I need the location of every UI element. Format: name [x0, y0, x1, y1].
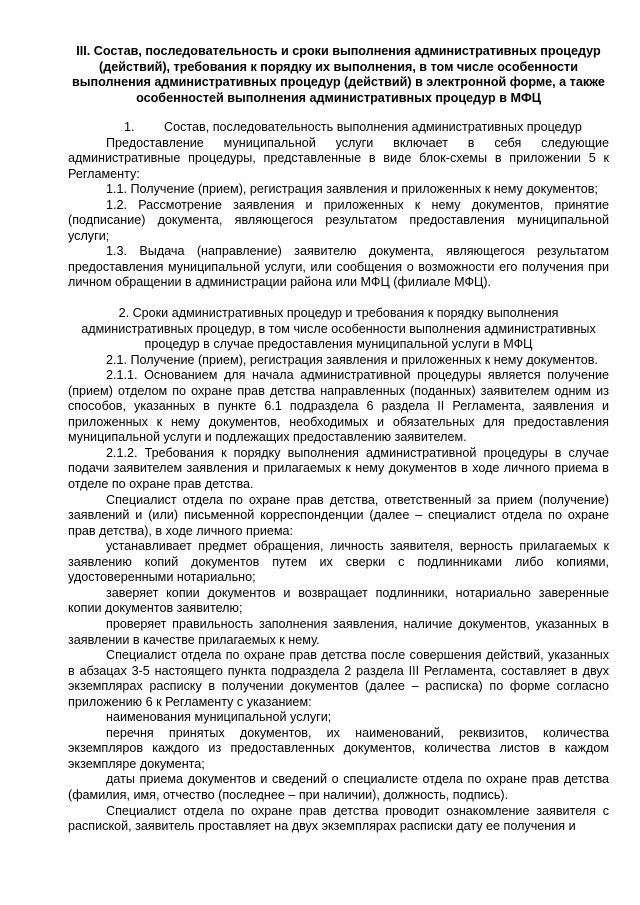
paragraph: Специалист отдела по охране прав детства проводит ознакомление заявителя с распиской, заявитель проставляет на двух экземплярах расписки дату ее получения и: [68, 803, 609, 834]
paragraph: 1.1. Получение (прием), регистрация заявления и приложенных к нему документов;: [106, 182, 598, 197]
paragraph: 2.1. Получение (прием), регистрация заявления и приложенных к нему документов.: [106, 352, 598, 367]
paragraph: 1.3. Выдача (направление) заявителю документа, являющегося результатом предоставления муниципальной услуги, или сообщения о возможности его получения при личном обращении в администрации района или МФЦ (филиале МФЦ).: [68, 244, 609, 290]
paragraph: Специалист отдела по охране прав детства, ответственный за прием (получение) заявлений и (или) письменной корреспонденции (далее – специалист отдела по охране прав детства), в ходе личного приема:: [68, 492, 609, 538]
subsection-2-heading: 2. Сроки административных процедур и требования к порядку выполнения административных процедур, в том числе особенности выполнения административных процедур в случае предоставления муниципальной услуги в МФЦ: [81, 306, 596, 352]
paragraph: наименования муниципальной услуги;: [106, 710, 332, 725]
subsection-1-heading-text: Состав, последовательность выполнения административных процедур: [164, 120, 582, 134]
paragraph: заверяет копии документов и возвращает подлинники, нотариально заверенные копии документов заявителю;: [68, 585, 609, 616]
paragraph: 2.1.2. Требования к порядку выполнения административной процедуры в случае подачи заявителем заявления и прилагаемых к нему документов в ходе личного приема в отделе по охране прав детства.: [68, 445, 609, 492]
paragraph: даты приема документов и сведений о специалисте отдела по охране прав детства (фамилия, имя, отчество (последнее – при наличии), должность, подпись).: [68, 772, 609, 802]
paragraph: Специалист отдела по охране прав детства после совершения действий, указанных в абзацах 3-5 настоящего пункта подраздела 2 раздела III Регламента, составляет в двух экземплярах расписку в получении документов (далее – расписка) по форме согласно приложению 6 к Регламенту с указанием:: [68, 648, 609, 709]
subsection-1-heading: [68, 120, 609, 136]
section-title: III. Состав, последовательность и сроки выполнения административных процедур (действий), требования к порядку их выполнения, в том числе особенности выполнения административных процедур (действий) в электронной форме, а также особенностей выполнения административных процедур в МФЦ: [72, 44, 605, 105]
paragraph: перечня принятых документов, их наименований, реквизитов, количества экземпляров каждого из предоставленных документов, количества листов в каждом экземпляре документа;: [68, 725, 609, 771]
blank-line: [68, 291, 609, 306]
paragraph: устанавливает предмет обращения, личность заявителя, верность прилагаемых к заявлению копий документов путем их сверки с подлинниками либо копиями, удостоверенными нотариально;: [68, 539, 609, 585]
paragraph: Предоставление муниципальной услуги включает в себя следующие административные процедуры, представленные в виде блок-схемы в приложении 5 к Регламенту:: [68, 135, 609, 181]
paragraph: 1.2. Рассмотрение заявления и приложенных к нему документов, принятие (подписание) документа, являющегося результатом предоставления муниципальной услуги;: [68, 197, 609, 243]
subsection-1-number: 1.: [124, 120, 135, 134]
paragraph: 2.1.1. Основанием для начала административной процедуры является получение (прием) отделом по охране прав детства направленных (поданных) заявителем одним из способов, указанных в пункте 6.1 подраздела 6 раздела II Регламента, заявления и приложенных к нему документов, необходимых и обязательных для предоставления муниципальной услуги и подлежащих предоставлению заявителем.: [68, 368, 609, 445]
paragraph: проверяет правильность заполнения заявления, наличие документов, указанных в заявлении в качестве прилагаемых к нему.: [68, 616, 609, 647]
